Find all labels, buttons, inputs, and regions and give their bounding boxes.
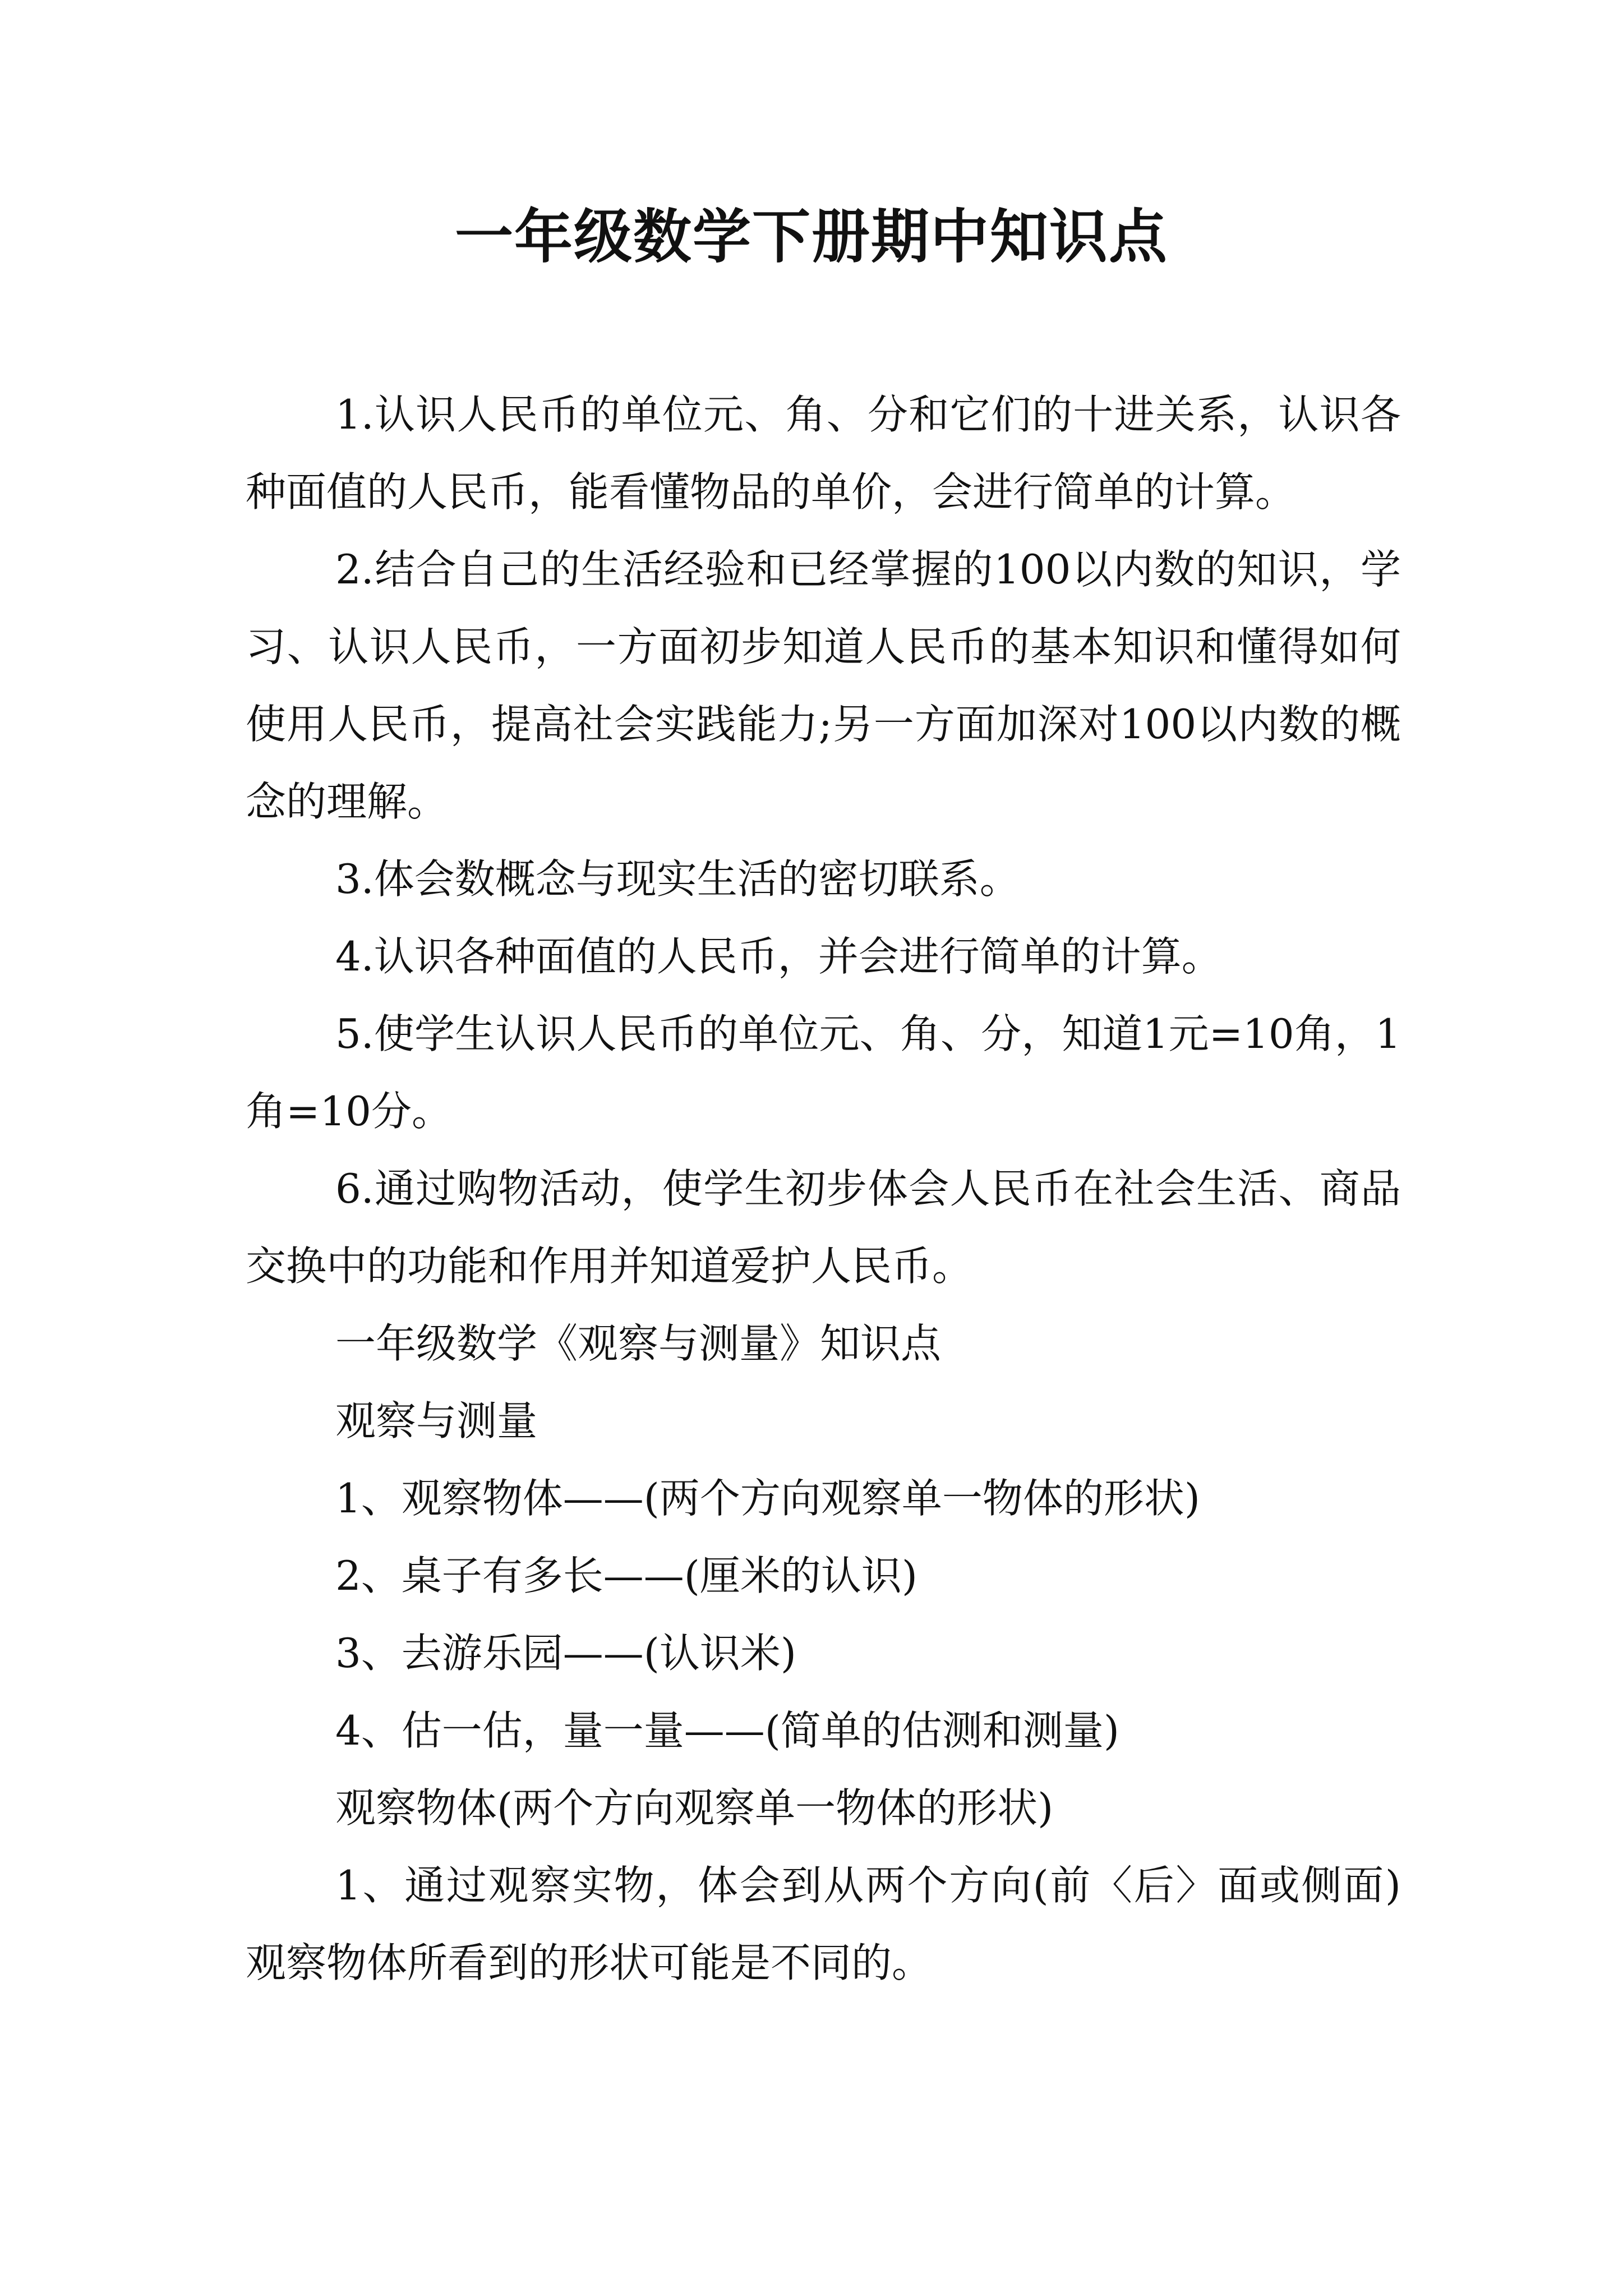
paragraph-6: 6.通过购物活动，使学生初步体会人民币在社会生活、商品交换中的功能和作用并知道爱护人民币。 [246, 1165, 1401, 1290]
paragraph-3: 3.体会数概念与现实生活的密切联系。 [335, 855, 1020, 903]
list-item-2: 2、桌子有多长——(厘米的认识) [335, 1552, 917, 1599]
paragraph-observe-1: 1、通过观察实物，体会到从两个方向(前〈后〉面或侧面)观察物体所看到的形状可能是不同的。 [246, 1862, 1401, 1986]
paragraph-4: 4.认识各种面值的人民币，并会进行简单的计算。 [335, 933, 1222, 980]
list-item-3: 3、去游乐园——(认识米) [335, 1630, 796, 1677]
list-item-4: 4、估一估，量一量——(简单的估测和测量) [335, 1707, 1119, 1754]
paragraph-2: 2.结合自己的生活经验和已经掌握的100以内数的知识，学习、认识人民币，一方面初步知道人民币的基本知识和懂得如何使用人民币，提高社会实践能力;另一方面加深对100以内数的概念的理解。 [246, 546, 1401, 825]
paragraph-1: 1.认识人民币的单位元、角、分和它们的十进关系，认识各种面值的人民币，能看懂物品的单价，会进行简单的计算。 [246, 391, 1401, 516]
subheading-observe-measure: 观察与测量 [335, 1397, 538, 1444]
document-title: 一年级数学下册期中知识点 [454, 203, 1168, 271]
subheading-observe-objects: 观察物体(两个方向观察单一物体的形状) [335, 1784, 1054, 1832]
paragraph-5: 5.使学生认识人民币的单位元、角、分，知道1元=10角，1角=10分。 [246, 1010, 1401, 1135]
list-item-1: 1、观察物体——(两个方向观察单一物体的形状) [335, 1475, 1200, 1522]
section-heading-observe-measure: 一年级数学《观察与测量》知识点 [335, 1320, 942, 1367]
document-body [246, 376, 1401, 2001]
